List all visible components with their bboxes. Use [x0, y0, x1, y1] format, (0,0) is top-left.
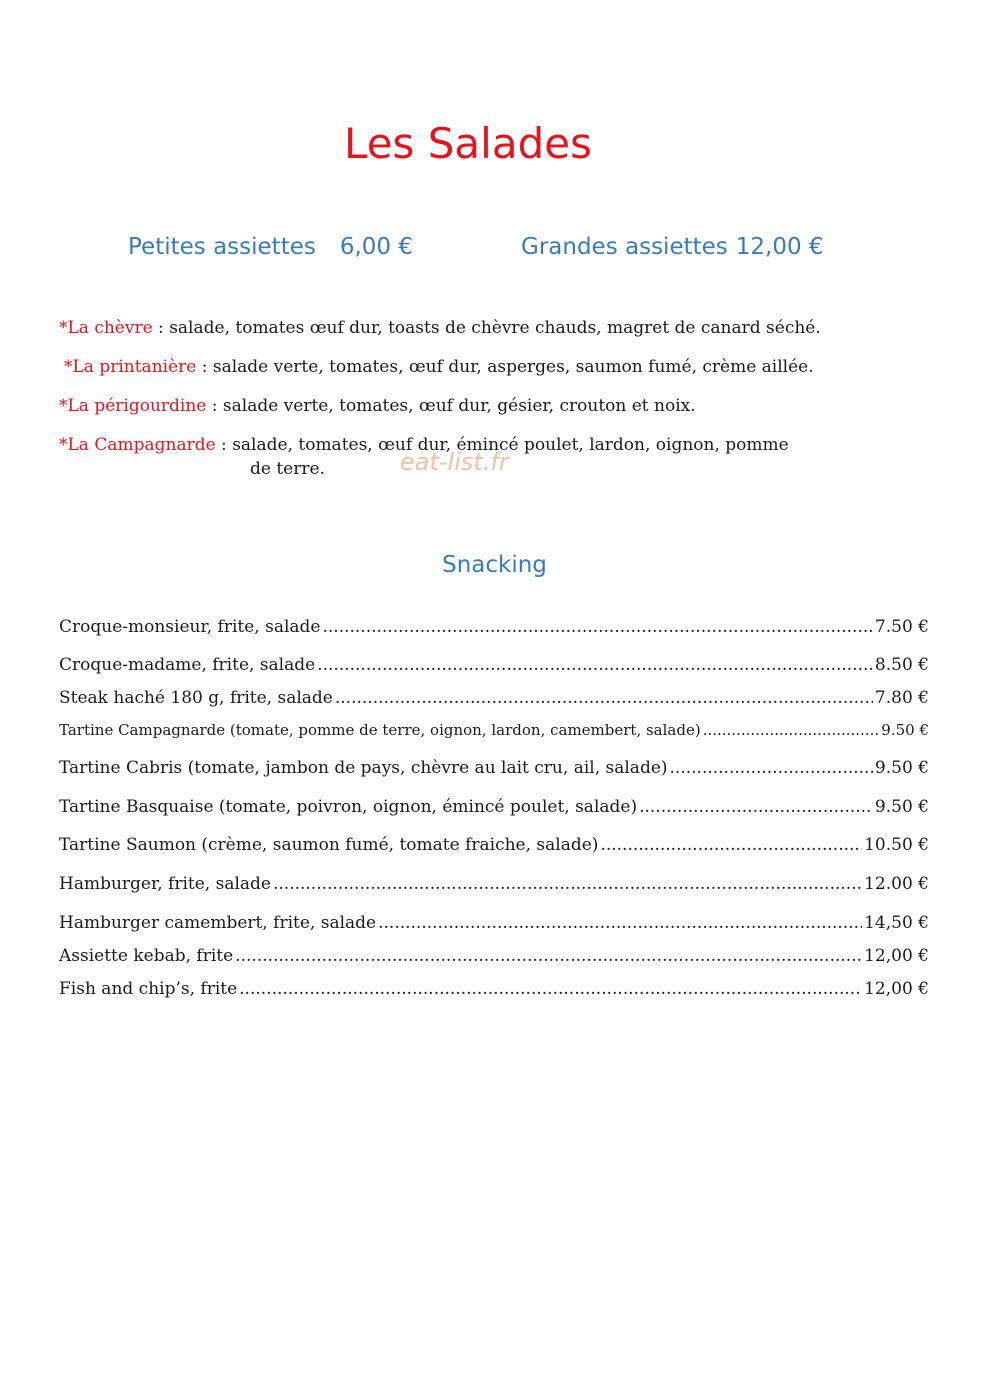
salad-description: : salade, tomates œuf dur, toasts de chèvre chauds, magret de canard séché.	[152, 318, 821, 338]
salad-name: *La printanière	[64, 357, 197, 377]
menu-item-price: 9.50 €	[874, 797, 929, 817]
menu-item	[59, 832, 929, 858]
menu-item-price: 9.50 €	[881, 721, 929, 739]
salad-name: *La périgourdine	[59, 396, 207, 416]
salad-name: *La chèvre	[59, 318, 153, 338]
menu-item-price: 7.80 €	[874, 688, 929, 708]
menu-item-price: 14,50 €	[864, 913, 929, 933]
menu-item-label: Tartine Saumon (crème, saumon fumé, tomate fraiche, salade)	[59, 835, 599, 855]
small-plate	[128, 230, 413, 264]
small-plate-label: Petites assiettes	[128, 234, 316, 260]
menu-item	[59, 910, 929, 936]
watermark: eat-list.fr	[400, 448, 509, 476]
dot-leader	[273, 871, 862, 897]
menu-item-price: 7.50 €	[874, 617, 929, 637]
menu-item-label: Hamburger, frite, salade	[59, 874, 271, 894]
menu-item-label: Assiette kebab, frite	[59, 946, 234, 966]
small-plate-price: 6,00 €	[339, 234, 413, 260]
large-plate	[521, 230, 824, 264]
menu-item-price: 12.00 €	[864, 874, 929, 894]
menu-item-price: 12,00 €	[864, 946, 929, 966]
salad-description: : salade, tomates, œuf dur, émincé poulet, lardon, oignon, pomme	[215, 435, 789, 455]
menu-item	[59, 943, 929, 969]
menu-item-price: 10.50 €	[864, 835, 929, 855]
menu-item-label: Tartine Campagnarde (tomate, pomme de terre, oignon, lardon, camembert, salade)	[59, 721, 701, 739]
large-plate-price: 12,00 €	[735, 234, 824, 260]
dot-leader	[317, 652, 873, 678]
salad-item	[59, 316, 821, 340]
salad-description-continued: de terre.	[250, 459, 325, 479]
menu-item-label: Croque-monsieur, frite, salade	[59, 617, 321, 637]
salad-name: *La Campagnarde	[59, 435, 216, 455]
dot-leader	[639, 794, 873, 820]
menu-item	[59, 794, 929, 820]
dot-leader	[322, 614, 872, 640]
snacking-title: Snacking	[442, 552, 547, 578]
menu-item-label: Croque-madame, frite, salade	[59, 655, 316, 675]
dot-leader	[335, 685, 873, 711]
dot-leader	[600, 832, 862, 858]
menu-item	[59, 976, 929, 1002]
menu-item	[59, 614, 929, 640]
large-plate-label: Grandes assiettes	[521, 234, 728, 260]
dot-leader	[239, 976, 862, 1002]
menu-item	[59, 717, 929, 743]
menu-item-price: 12,00 €	[864, 979, 929, 999]
menu-item-label: Steak haché 180 g, frite, salade	[59, 688, 333, 708]
dot-leader	[703, 717, 880, 743]
menu-item	[59, 871, 929, 897]
page-title: Les Salades	[344, 119, 592, 168]
salad-description: : salade verte, tomates, œuf dur, gésier, crouton et noix.	[206, 396, 696, 416]
menu-item-label: Tartine Basquaise (tomate, poivron, oignon, émincé poulet, salade)	[59, 797, 638, 817]
menu-item-label: Tartine Cabris (tomate, jambon de pays, chèvre au lait cru, ail, salade)	[59, 758, 668, 778]
dot-leader	[235, 943, 862, 969]
salad-description: : salade verte, tomates, œuf dur, asperges, saumon fumé, crème aillée.	[196, 357, 814, 377]
salad-item	[64, 355, 814, 379]
menu-item	[59, 755, 929, 781]
salad-item	[59, 394, 696, 418]
menu-item	[59, 685, 929, 711]
dot-leader	[670, 755, 873, 781]
menu-item-price: 8.50 €	[874, 655, 929, 675]
menu-item-price: 9.50 €	[874, 758, 929, 778]
menu-item	[59, 652, 929, 678]
plate-sizes	[0, 230, 989, 264]
menu-item-label: Fish and chip’s, frite	[59, 979, 238, 999]
dot-leader	[378, 910, 862, 936]
menu-item-label: Hamburger camembert, frite, salade	[59, 913, 377, 933]
